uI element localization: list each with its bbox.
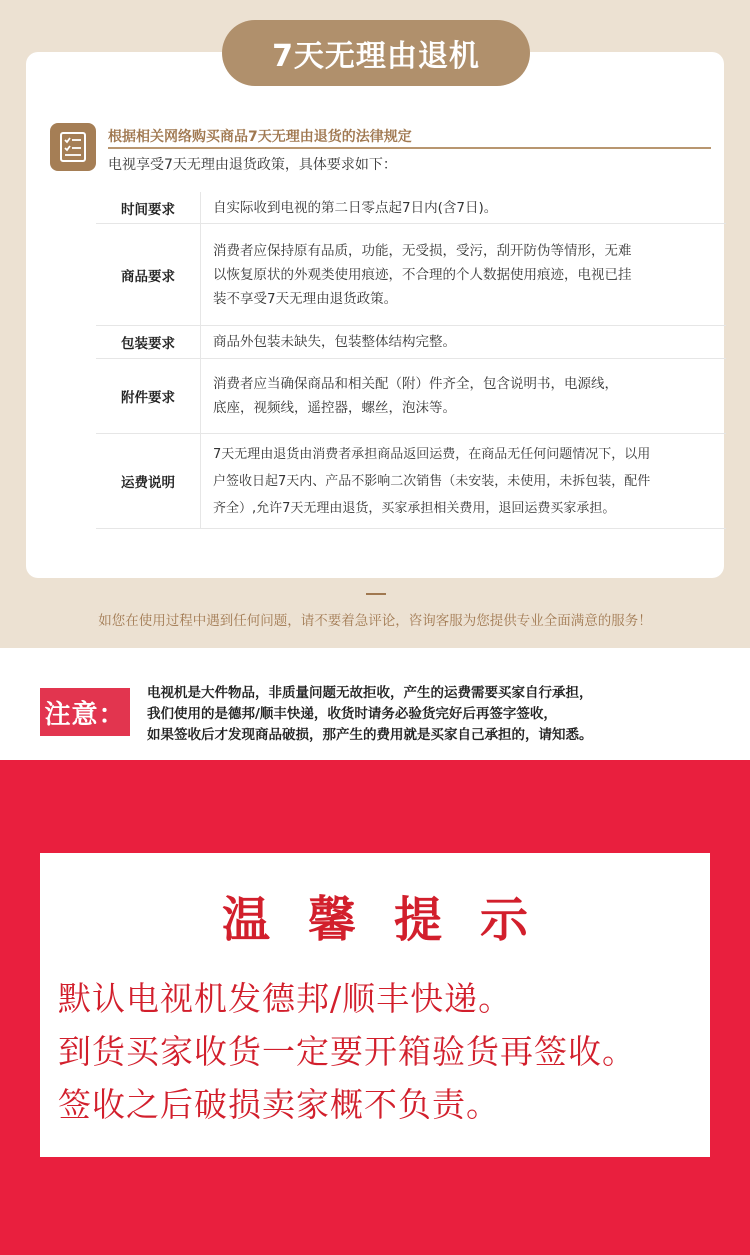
row-label-product: 商品要求 xyxy=(96,224,201,326)
warm-tips-line: 签收之后破损卖家概不负责。 xyxy=(58,1085,500,1124)
value-line: 商品外包装未缺失，包装整体结构完整。 xyxy=(213,334,456,350)
table-row xyxy=(96,326,726,359)
warm-tips-box xyxy=(40,853,710,1157)
law-title-divider xyxy=(108,147,711,149)
notice-badge: 注意： xyxy=(40,688,130,736)
value-line: 自实际收到电视的第二日零点起7日内(含7日)。 xyxy=(213,199,498,216)
value-line: 消费者应当确保商品和相关配（附）件齐全，包含说明书，电源线， xyxy=(213,376,618,392)
row-value-accessories xyxy=(201,359,727,434)
notice-strip xyxy=(0,648,750,760)
policy-table xyxy=(96,192,726,529)
table-row xyxy=(96,359,726,434)
value-line: 户签收日起7天内、产品不影响二次销售（未安装，未使用，未拆包装，配件 xyxy=(213,473,651,489)
row-value-shipping xyxy=(201,434,727,529)
warm-tips-banner xyxy=(0,760,750,1255)
table-row xyxy=(96,224,726,326)
value-line: 底座，视频线，遥控器，螺丝，泡沫等。 xyxy=(213,400,456,416)
law-title: 根据相关网络购买商品7天无理由退货的法律规定 xyxy=(108,129,412,145)
value-line: 装不享受7天无理由退货政策。 xyxy=(213,290,398,307)
warm-tips-title: 温馨提示 xyxy=(221,892,566,948)
notice-text xyxy=(147,683,593,746)
row-value-time xyxy=(201,192,727,224)
value-line: 消费者应保持原有品质，功能，无受损，受污，刮开防伪等情形，无难 xyxy=(213,242,632,259)
warm-tips-line: 到货买家收货一定要开箱验货再签收。 xyxy=(58,1032,636,1071)
row-value-product xyxy=(201,224,727,326)
value-line: 齐全）,允许7天无理由退货，买家承担相关费用，退回运费买家承担。 xyxy=(213,500,616,516)
value-line: 以恢复原状的外观类使用痕迹，不合理的个人数据使用痕迹，电视已挂 xyxy=(213,266,632,283)
row-label-accessories: 附件要求 xyxy=(96,359,201,434)
row-label-time: 时间要求 xyxy=(96,192,201,224)
notice-line: 我们使用的是德邦/顺丰快递，收货时请务必验货完好后再签字签收， xyxy=(147,706,557,722)
warm-tips-line: 默认电视机发德邦/顺丰快递。 xyxy=(58,979,513,1018)
table-row xyxy=(96,192,726,224)
row-label-packaging: 包装要求 xyxy=(96,326,201,359)
row-value-packaging xyxy=(201,326,727,359)
notice-line: 如果签收后才发现商品破损，那产生的费用就是买家自己承担的，请知悉。 xyxy=(147,727,593,743)
notice-line: 电视机是大件物品，非质量问题无故拒收，产生的运费需要买家自行承担， xyxy=(147,685,593,701)
return-policy-title-pill: 7天无理由退机 xyxy=(222,20,530,86)
policy-intro: 电视享受7天无理由退货政策，具体要求如下： xyxy=(108,157,397,173)
table-row xyxy=(96,434,726,529)
row-label-shipping: 运费说明 xyxy=(96,434,201,529)
decorative-dash xyxy=(366,593,386,595)
customer-service-note: 如您在使用过程中遇到任何问题，请不要着急评论，咨询客服为您提供专业全面满意的服务！ xyxy=(98,613,652,629)
checklist-document-icon xyxy=(50,123,96,171)
value-line: 7天无理由退货由消费者承担商品返回运费，在商品无任何问题情况下，以用 xyxy=(213,446,651,462)
